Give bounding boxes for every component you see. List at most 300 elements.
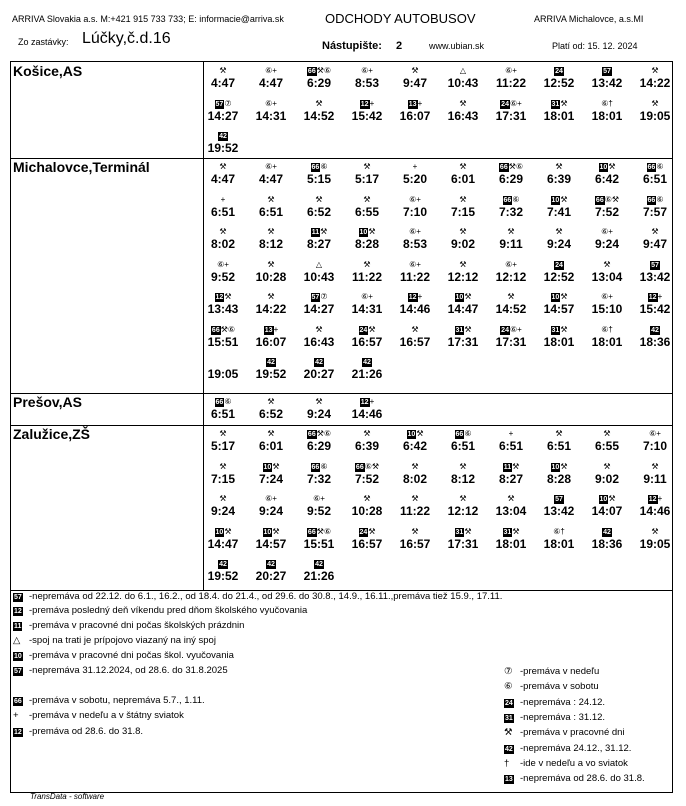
departure-notes: 42	[363, 359, 371, 366]
departure-cell	[201, 161, 245, 186]
departure-cell	[345, 461, 389, 486]
departure-cell	[537, 428, 581, 453]
departure-cell	[393, 428, 437, 453]
legend-symbol: †	[504, 757, 510, 769]
departure-time: 10:28	[255, 269, 287, 284]
departure-time: 9:11	[499, 237, 523, 251]
departure-cell	[537, 526, 581, 551]
departure-cell	[633, 226, 677, 251]
departure-time: 13:04	[495, 504, 527, 518]
departure-notes: 31⚒	[455, 526, 472, 536]
departure-cell	[393, 526, 437, 551]
departure-notes: 31⚒	[551, 324, 568, 334]
departure-cell	[489, 98, 533, 123]
departure-notes: +	[220, 194, 226, 204]
departure-cell	[441, 98, 485, 123]
departure-notes: ⑥+	[409, 194, 421, 204]
departure-time: 19:52	[207, 569, 239, 583]
departure-cell	[393, 324, 437, 349]
departure-cell	[297, 356, 341, 381]
departure-notes: ⚒	[219, 494, 227, 503]
departure-notes: ⚒	[267, 292, 275, 301]
departure-notes: ⑥+	[601, 227, 613, 236]
departure-cell	[201, 356, 245, 381]
departure-time: 15:10	[591, 302, 623, 316]
departure-time: 13:42	[543, 504, 575, 518]
departure-cell	[297, 161, 341, 186]
departure-notes: ⚒	[555, 429, 563, 438]
departure-cell	[393, 461, 437, 486]
departure-cell	[345, 65, 389, 90]
legend-text: -premáva v nedeľu	[520, 666, 600, 677]
departure-notes: ⚒	[315, 98, 323, 108]
departure-time: 14:46	[351, 407, 383, 421]
legend-text: -nepremáva od 22.12. do 6.1., 16.2., od 18.4. do 21.4., od 29.6. do 30.8., 14.9., 16.11.,premáva tiež 15.9., 17.11.	[29, 591, 503, 602]
departure-cell	[297, 324, 341, 349]
departure-notes: 12+	[648, 292, 663, 301]
legend-text: -premáva v nedeľu a v štátny sviatok	[29, 710, 184, 721]
departure-cell	[249, 226, 293, 251]
departure-time: 14:07	[591, 504, 623, 518]
departure-notes: 42	[267, 359, 275, 366]
departure-cell	[201, 226, 245, 251]
departure-notes: 42	[315, 359, 323, 366]
departure-time: 9:52	[306, 504, 332, 518]
departure-time: 6:01	[258, 439, 284, 453]
departure-time: 16:57	[399, 334, 431, 349]
departure-cell	[201, 526, 245, 551]
departure-notes: ⚒	[459, 194, 467, 204]
departure-cell	[585, 161, 629, 186]
departure-notes: 24⚒	[359, 526, 376, 536]
departure-notes: ⚒	[411, 461, 419, 471]
departure-time: 6:51	[258, 204, 284, 219]
departure-time: 16:57	[399, 536, 431, 551]
departure-time: 18:36	[639, 334, 671, 349]
departure-cell	[297, 493, 341, 518]
departure-time: 7:10	[642, 439, 668, 453]
departure-time: 5:20	[402, 172, 428, 186]
departure-notes: 66⑥	[455, 429, 472, 438]
departure-notes	[201, 356, 245, 367]
legend-item	[504, 773, 645, 784]
departure-notes: 10⚒	[455, 292, 472, 301]
legend-symbol: 12	[14, 729, 22, 736]
departure-time: 9:24	[594, 237, 620, 251]
departure-notes: 66⑥	[503, 194, 520, 204]
departure-cell	[393, 226, 437, 251]
legend-symbol: ⑦	[504, 666, 513, 677]
departure-time: 8:53	[402, 237, 428, 251]
departure-time: 5:17	[354, 172, 380, 186]
departure-notes: ⚒	[411, 526, 419, 536]
departure-cell	[201, 194, 245, 219]
departure-notes: 66⚒⑥	[499, 162, 524, 171]
destination-name: Prešov,AS	[13, 394, 82, 410]
legend-symbol: ⚒	[504, 727, 513, 739]
departure-notes: ⚒	[555, 162, 563, 171]
departure-time: 16:07	[399, 108, 431, 123]
legend-item	[13, 695, 205, 706]
departure-time: 11:22	[351, 269, 383, 284]
legend-item	[13, 665, 228, 676]
departure-cell	[345, 428, 389, 453]
departure-notes: ⑥+	[505, 66, 517, 75]
departure-time: 6:55	[354, 204, 380, 219]
departure-cell	[489, 526, 533, 551]
departure-cell	[633, 461, 677, 486]
departure-cell	[441, 194, 485, 219]
departure-time: 18:01	[543, 334, 575, 349]
departure-time: 6:29	[306, 76, 332, 90]
departure-notes: ⚒	[651, 66, 659, 75]
departure-time: 7:41	[546, 204, 572, 219]
departure-notes: ⚒	[459, 461, 467, 471]
departure-time: 17:31	[447, 334, 479, 349]
departure-time: 13:42	[591, 76, 623, 90]
legend-symbol: ⑥	[504, 681, 513, 693]
departure-cell	[633, 259, 677, 284]
departure-notes: ⚒	[651, 227, 659, 236]
departure-notes: ⚒	[411, 494, 419, 503]
departure-time: 8:02	[402, 471, 428, 486]
departure-cell	[345, 356, 389, 381]
departure-notes: ⚒	[219, 429, 227, 438]
departure-notes: 10⚒	[215, 526, 232, 536]
departure-notes: ⚒	[363, 429, 371, 438]
departure-notes: ⚒	[363, 162, 371, 171]
departure-cell	[249, 558, 293, 583]
departure-notes: 31⚒	[503, 526, 520, 536]
departure-time: 6:42	[594, 172, 620, 186]
legend-text: -nepremáva : 24.12.	[520, 696, 606, 708]
legend-text: -premáva v pracovné dni	[520, 727, 625, 739]
departure-cell	[345, 324, 389, 349]
departure-cell	[633, 324, 677, 349]
departure-time: 18:01	[591, 334, 623, 349]
departure-notes: 66⑥	[311, 162, 328, 171]
departure-cell	[345, 291, 389, 316]
legend-symbol: 31	[505, 714, 513, 722]
departure-cell	[297, 65, 341, 90]
departure-time: 14:27	[207, 108, 239, 123]
departure-notes: 66⚒⑥	[307, 526, 332, 536]
legend-item	[13, 605, 307, 616]
departure-notes: 10⚒	[263, 526, 280, 536]
legend-text: -premáva v pracovné dni počas školských prázdnin	[29, 620, 245, 631]
departure-cell	[201, 259, 245, 284]
departure-cell	[249, 291, 293, 316]
departure-time: 9:24	[546, 237, 572, 251]
departure-cell	[393, 291, 437, 316]
legend-symbol: 10	[14, 653, 22, 660]
departure-notes: ⚒	[459, 98, 467, 108]
departure-notes: ⚒	[459, 227, 467, 236]
departure-cell	[201, 291, 245, 316]
departure-time: 18:01	[495, 536, 527, 551]
departure-cell	[249, 259, 293, 284]
departure-time: 14:46	[639, 504, 671, 518]
departure-time: 18:01	[543, 536, 575, 551]
departure-notes: ⚒	[651, 98, 659, 108]
departure-notes: ⚒	[315, 324, 323, 334]
footer: TransData - software	[30, 792, 105, 801]
departure-cell	[441, 324, 485, 349]
departure-notes: 57	[603, 68, 611, 75]
departure-notes: 66⑥	[215, 397, 232, 406]
departure-cell	[297, 259, 341, 284]
departure-cell	[249, 356, 293, 381]
departure-time: 16:43	[447, 108, 479, 123]
departure-cell	[249, 396, 293, 421]
departure-cell	[201, 461, 245, 486]
departure-notes: 13+	[408, 98, 423, 108]
departure-notes: 66⚒⑥	[211, 324, 236, 334]
website: www.ubian.sk	[429, 41, 485, 51]
legend-text: -premáva v pracovné dni počas škol. vyučovania	[29, 650, 234, 661]
departure-time: 19:05	[639, 108, 671, 123]
departure-time: 5:17	[210, 439, 236, 453]
departure-cell	[489, 161, 533, 186]
legend-text: -premáva od 28.6. do 31.8.	[29, 726, 144, 737]
departure-notes: ⑥+	[649, 429, 661, 438]
legend-item	[13, 650, 234, 661]
departure-time: 14:22	[255, 302, 287, 316]
departure-cell	[393, 65, 437, 90]
legend-symbol: 57	[14, 594, 22, 601]
departure-time: 11:22	[399, 504, 431, 518]
departure-notes: 42	[267, 561, 275, 568]
departure-time: 9:47	[402, 76, 428, 90]
legend-item	[13, 635, 216, 646]
departure-cell	[585, 493, 629, 518]
departure-notes: ⚒	[219, 162, 227, 171]
departure-time: 4:47	[210, 76, 236, 90]
legend-item	[504, 743, 631, 754]
departure-time: 15:42	[639, 302, 671, 316]
departure-notes: ⚒	[651, 461, 659, 471]
departure-time: 9:02	[594, 471, 620, 486]
departure-notes: 66⚒⑥	[307, 66, 332, 75]
departure-notes: 31⚒	[551, 98, 568, 108]
departure-cell	[633, 526, 677, 551]
departure-notes: 24	[555, 68, 563, 75]
departure-time: 9:47	[642, 237, 668, 251]
departure-cell	[297, 558, 341, 583]
departure-cell	[585, 461, 629, 486]
departure-time: 4:47	[210, 172, 236, 186]
departure-notes: 66⑥⚒	[355, 461, 380, 471]
departure-notes: ⑥+	[361, 66, 373, 75]
departure-cell	[249, 98, 293, 123]
departure-time: 9:11	[643, 471, 667, 486]
departure-notes: ⚒	[459, 259, 467, 269]
departure-time: 17:31	[495, 108, 527, 123]
departure-notes: 11⚒	[311, 227, 328, 236]
legend-text: -premáva v sobotu	[520, 681, 599, 693]
departure-notes: ⚒	[507, 494, 515, 503]
legend-text: -premáva v sobotu, nepremáva 5.7., 1.11.	[29, 695, 205, 706]
departure-time: 7:10	[402, 204, 428, 219]
destination-name: Zalužice,ZŠ	[13, 426, 91, 442]
departure-time: 6:52	[258, 407, 284, 421]
departure-cell	[585, 226, 629, 251]
departure-cell	[249, 493, 293, 518]
departure-cell	[585, 526, 629, 551]
departure-notes: 10⚒	[407, 429, 424, 438]
departure-notes: 12+	[360, 397, 375, 406]
departure-time: 14:31	[255, 108, 287, 123]
departure-time: 8:28	[546, 471, 572, 486]
departure-time: 6:51	[498, 439, 524, 453]
legend-item	[504, 758, 628, 769]
departure-time: 20:27	[303, 367, 335, 381]
departure-cell	[297, 226, 341, 251]
departure-time: 6:39	[546, 172, 572, 186]
departure-time: 16:43	[303, 334, 335, 349]
legend	[10, 590, 673, 793]
section-divider	[11, 393, 672, 394]
legend-text: -ide v nedeľu a vo sviatok	[520, 757, 628, 769]
departure-cell	[585, 428, 629, 453]
departure-cell	[585, 65, 629, 90]
legend-text: -spoj na trati je prípojovo viazaný na iný spoj	[29, 635, 216, 646]
departure-cell	[249, 428, 293, 453]
legend-symbol: 57	[14, 668, 22, 675]
departure-time: 12:12	[447, 269, 479, 284]
departure-time: 6:55	[594, 439, 620, 453]
departure-cell	[249, 65, 293, 90]
departure-cell	[201, 98, 245, 123]
departure-time: 12:12	[495, 269, 527, 284]
departure-cell	[537, 291, 581, 316]
departure-notes: 24⑥+	[501, 324, 522, 334]
departure-time: 17:31	[447, 536, 479, 551]
departure-notes: 66⑥	[311, 461, 328, 471]
departure-cell	[489, 428, 533, 453]
departure-time: 6:29	[498, 172, 524, 186]
departure-notes: ⚒	[267, 429, 275, 438]
departure-cell	[441, 161, 485, 186]
departure-cell	[633, 161, 677, 186]
departure-cell	[201, 65, 245, 90]
departure-notes: ⚒	[603, 259, 611, 269]
departure-notes: ⑥+	[409, 259, 421, 269]
departure-notes: ⚒	[267, 227, 275, 236]
departure-cell	[345, 526, 389, 551]
departure-notes: ⑥†	[553, 526, 565, 536]
departure-cell	[441, 493, 485, 518]
legend-item	[13, 591, 502, 602]
departure-time: 6:51	[210, 204, 236, 219]
departure-notes: ⑥†	[601, 324, 613, 334]
departure-notes: 57⑦	[311, 292, 328, 301]
departure-notes: ⚒	[219, 66, 227, 75]
departure-cell	[585, 194, 629, 219]
departure-time: 14:57	[255, 536, 287, 551]
departure-notes: ⚒	[315, 194, 323, 204]
departure-notes: 66⑥⚒	[595, 194, 620, 204]
departure-notes: 12+	[360, 98, 375, 108]
company-left: ARRIVA Slovakia a.s. M:+421 915 733 733; E: informacie@arriva.sk	[12, 14, 284, 24]
departure-cell	[537, 259, 581, 284]
legend-symbol: 11	[14, 623, 22, 630]
departure-cell	[297, 428, 341, 453]
departure-time: 13:04	[591, 269, 623, 284]
departure-cell	[345, 493, 389, 518]
departure-time: 8:12	[258, 237, 284, 251]
legend-text: -nepremáva 24.12., 31.12.	[520, 742, 632, 754]
departure-cell	[585, 98, 629, 123]
departure-time: 21:26	[303, 569, 335, 583]
departure-cell	[633, 98, 677, 123]
departure-cell	[393, 493, 437, 518]
departure-notes: ⚒	[315, 397, 323, 406]
departure-notes: 57⑦	[215, 98, 232, 108]
departure-time: 16:57	[351, 334, 383, 349]
departure-cell	[201, 558, 245, 583]
departure-time: 8:53	[354, 76, 380, 90]
departure-cell	[249, 161, 293, 186]
departure-time: 9:24	[210, 504, 236, 518]
departure-notes: 10⚒	[359, 227, 376, 236]
departure-cell	[249, 324, 293, 349]
departure-notes: ⑥+	[265, 162, 277, 171]
departure-time: 20:27	[255, 569, 287, 583]
departure-notes: ⑥+	[217, 259, 229, 269]
departure-notes: 10⚒	[551, 194, 568, 204]
departure-cell	[393, 194, 437, 219]
departure-cell	[441, 526, 485, 551]
departure-cell	[633, 65, 677, 90]
legend-item	[504, 727, 625, 738]
departure-time: 10:43	[303, 269, 335, 284]
departure-notes: ⚒	[603, 429, 611, 438]
departure-cell	[201, 428, 245, 453]
departure-notes: ⚒	[507, 292, 515, 301]
departure-time: 7:15	[450, 204, 476, 219]
departure-cell	[345, 226, 389, 251]
departure-cell	[585, 324, 629, 349]
departure-time: 9:02	[450, 237, 476, 251]
departure-notes: ⑥†	[601, 98, 613, 108]
departure-cell	[441, 259, 485, 284]
legend-item	[504, 681, 599, 692]
departure-notes: 66⚒⑥	[307, 429, 332, 438]
departure-notes: 42	[603, 528, 611, 536]
departure-notes: +	[412, 162, 418, 171]
departure-cell	[201, 493, 245, 518]
departure-cell	[345, 98, 389, 123]
departure-cell	[441, 428, 485, 453]
company-right: ARRIVA Michalovce, a.s.MI	[534, 14, 644, 24]
destination-name: Košice,AS	[13, 63, 83, 79]
departure-notes: ⚒	[411, 324, 419, 334]
departure-time: 16:57	[351, 536, 383, 551]
departure-notes: ⚒	[459, 162, 467, 171]
departure-notes: +	[508, 429, 514, 438]
departure-cell	[297, 526, 341, 551]
legend-symbol: 13	[505, 776, 513, 784]
departure-cell	[537, 194, 581, 219]
page-title: ODCHODY AUTOBUSOV	[325, 11, 476, 26]
departure-notes: 42	[651, 326, 659, 334]
departure-time: 10:43	[447, 76, 479, 90]
departure-time: 7:52	[354, 471, 380, 486]
departure-time: 7:15	[210, 471, 236, 486]
departure-time: 14:46	[399, 302, 431, 316]
departure-cell	[585, 259, 629, 284]
